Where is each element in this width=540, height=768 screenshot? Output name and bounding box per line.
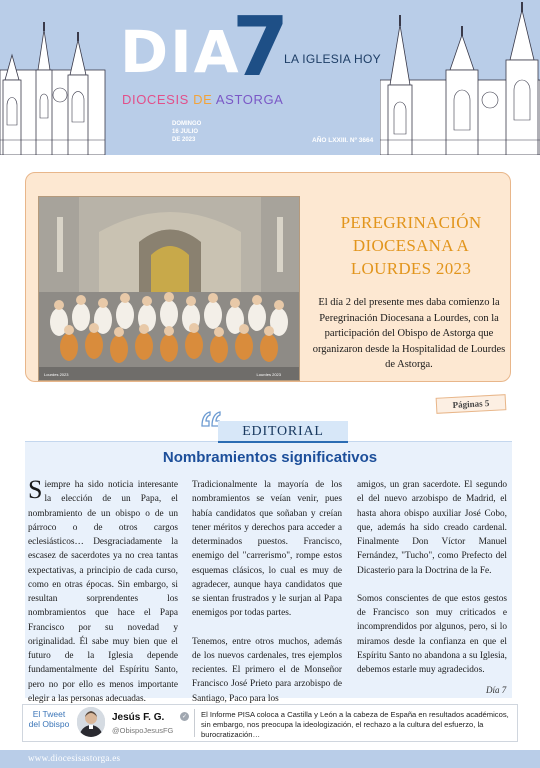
tweet-divider — [194, 709, 195, 737]
editorial-paragraph — [28, 475, 178, 706]
diocese-word-3: ASTORGA — [215, 92, 284, 107]
feature-box — [25, 172, 511, 410]
editorial-paragraph: Tradicionalmente la mayoría de los nombramientos se veían venir, pues había candidatos que soñaban y creían tener méritos y derechos para acceder a determinados puestos. Francisco, enemigo del "carrerismo", rompe estos esquemas clásicos, lo cual es muy de agradecer, aunque haya candidatos que se sientan frustrados y le surjan al Papa enemigos por todas partes. — [192, 480, 342, 619]
tweet-author-handle[interactable]: @ObispoJesusFG — [112, 726, 174, 735]
editorial-column-1 — [28, 475, 178, 706]
masthead-tagline: LA IGLESIA HOY — [284, 52, 381, 66]
diocese-word-1: DIOCESIS — [122, 92, 194, 107]
editorial-column-2 — [192, 478, 342, 706]
issue-date-year: DE 2023 — [172, 137, 196, 143]
editorial-paragraph-text: iempre ha sido noticia interesante la elección de un Papa, el nombramiento de un obispo o de un párroco o de otros cargos eclesiásticos… Desgraciadamente la escasez de sacerdotes ya no crea tantas expectativas, a principio de cada curso, como en otras épocas. Sin embargo, si resultan sorprendentes los nombramientos que hace el Papa Francisco por su novedad y originalidad. Él sabe muy bien que el futuro de la Iglesia depende fundamentalmente del Espíritu Santo, pero no por ello es menos importante elegir a las personas adecuadas. — [28, 480, 178, 704]
feature-title: PEREGRINACIÓN DIOCESANA A LOURDES 2023 — [340, 213, 482, 278]
diocese-word-2: DE — [193, 92, 216, 107]
website-link[interactable]: www.diocesisastorga.es — [28, 753, 121, 763]
editorial-signature: Día 7 — [486, 685, 507, 695]
editorial-paragraph: Somos conscientes de que estos gestos de Francisco son muy criticados e incomprendidos por algunos, pero, si lo miramos desde la confianza en que el Espíritu Santo no abandona a su Iglesia, debemos estarle muy agradecidos. — [357, 593, 507, 675]
verified-badge-icon: ✓ — [181, 713, 188, 720]
drop-cap: S — [28, 475, 43, 504]
page-reference[interactable]: Páginas 5 — [436, 394, 507, 414]
cathedral-illustration-right — [380, 0, 540, 155]
pilgrimage-photo — [38, 196, 300, 381]
editorial-paragraph: Tenemos, entre otros muchos, además de los nuevos cardenales, tres ejemplos recientes. El primero el de Monseñor Francisco José Prieto para arzobispo de Santiago, Paco para los — [192, 636, 342, 704]
bishop-avatar-icon — [77, 707, 105, 737]
issue-date — [172, 120, 201, 144]
editorial-paragraph: amigos, un gran sacerdote. El segundo el del nuevo arzobispo de Madrid, el hasta ahora obispo auxiliar José Cobo, que, además ha sido creado cardenal. Finalmente Don Víctor Manuel Fernández, "Tucho", como Prefecto del Dicasterio para la Doctrina de la Fe. — [357, 480, 507, 576]
tweet-label-line-1: El Tweet — [32, 709, 66, 719]
photo-caption-left: Lourdes 2023 — [44, 372, 69, 377]
tweet-section-label — [27, 709, 71, 729]
tweet-text: El Informe PISA coloca a Castilla y León a la cabeza de España en resultados académicos, sin embargo, nos preocupa la ideologización, el rechazo a la cultura del esfuerzo, la burocratización… — [201, 710, 509, 739]
photo-caption-right: Lourdes 2023 — [256, 372, 281, 377]
tweet-label-line-2: del Obispo — [28, 719, 70, 729]
masthead-title: DIA — [120, 18, 241, 86]
editorial-headline: Nombramientos significativos — [162, 449, 378, 466]
editorial-section-label: EDITORIAL — [218, 421, 348, 443]
masthead-number: 7 — [232, 0, 290, 95]
pilgrimage-photo-illustration — [39, 197, 300, 381]
cathedral-illustration-left — [0, 0, 110, 155]
issue-date-day: DOMINGO — [172, 121, 202, 127]
issue-date-month: 16 JULIO — [172, 129, 199, 135]
issue-number: AÑO LXXIII. Nº 3664 — [312, 137, 374, 144]
editorial-column-3 — [357, 478, 507, 677]
masthead-diocese — [122, 92, 283, 107]
tweet-author-name[interactable]: Jesús F. G. — [112, 712, 165, 723]
avatar[interactable] — [77, 707, 105, 737]
feature-body: El día 2 del presente mes daba comienzo la Peregrinación Diocesana a Lourdes, con la participación del Obispo de Astorga que organizaron desde la Hospitalidad de Lourdes de Astorga. — [312, 297, 506, 370]
footer — [0, 750, 540, 768]
masthead — [0, 0, 540, 155]
